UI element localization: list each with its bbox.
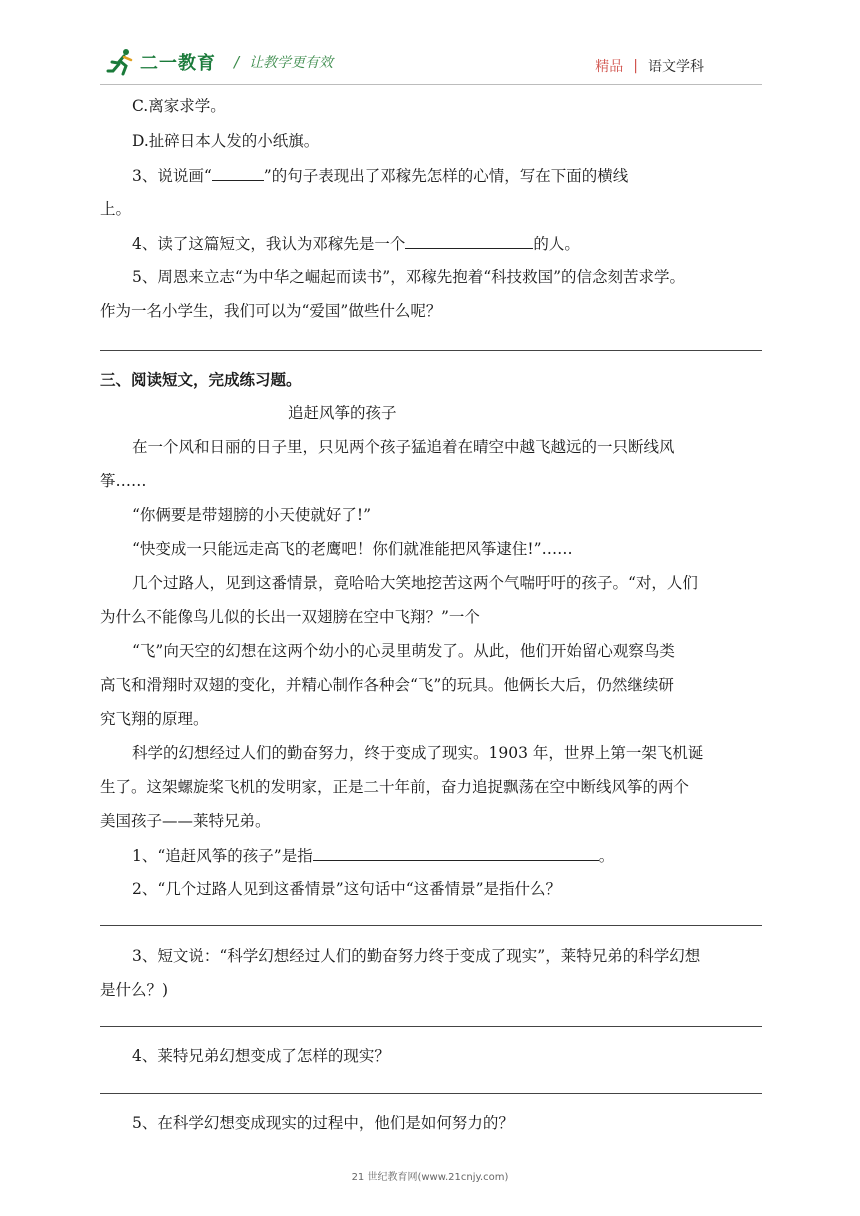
exercise-5: 5、在科学幻想变成现实的过程中，他们是如何努力的？: [132, 1114, 514, 1132]
section-heading: 三、阅读短文，完成练习题。: [100, 371, 302, 389]
paragraph-3: “飞”向天空的幻想在这两个幼小的心灵里萌发了。从此，他们开始留心观察鸟类: [132, 642, 675, 660]
logo-slash: /: [234, 53, 240, 71]
exercise-4: 4、莱特兄弟幻想变成了怎样的现实？: [132, 1047, 390, 1065]
underline-mark: [212, 164, 264, 181]
logo-text: 二一教育: [140, 53, 216, 74]
option-c: C.离家求学。: [132, 97, 226, 115]
header-subject: [595, 56, 704, 76]
logo: [106, 47, 333, 77]
question-5: 5、周恩来立志“为中华之崛起而读书”，邓稼先抱着“科技救国”的信念刻苦求学。: [132, 268, 686, 286]
exercise-3-cont: 是什么？): [100, 981, 169, 999]
quality-badge: 精品: [595, 59, 624, 75]
exercise-2: 2、“几个过路人见到这番情景”这句话中“这番情景”是指什么？: [132, 880, 562, 898]
paragraph-1: 在一个风和日丽的日子里，只见两个孩子猛追着在晴空中越飞越远的一只断线风: [132, 438, 675, 456]
paragraph-4-cont-1: 生了。这架螺旋桨飞机的发明家，正是二十年前，奋力追捉飘荡在空中断线风筝的两个: [100, 778, 690, 796]
header-divider: [100, 84, 762, 85]
question-3: [132, 164, 628, 187]
paragraph-1-cont: 筝……: [100, 472, 147, 490]
answer-blank[interactable]: [405, 232, 533, 249]
question-4-text-b: 的人。: [533, 235, 580, 253]
exercise-1-text-a: 1、“追赶风筝的孩子”是指: [132, 847, 313, 865]
answer-line[interactable]: [100, 1093, 762, 1094]
runner-logo-icon: [106, 47, 136, 77]
paragraph-4: 科学的幻想经过人们的勤奋努力，终于变成了现实。1903 年，世界上第一架飞机诞: [132, 744, 704, 762]
passage-title: 追赶风筝的孩子: [288, 404, 397, 422]
paragraph-4-cont-2: 美国孩子——莱特兄弟。: [100, 812, 271, 830]
quote-2: “快变成一只能远走高飞的老鹰吧！你们就准能把风筝逮住!”……: [132, 540, 573, 558]
answer-line[interactable]: [100, 1026, 762, 1027]
paragraph-3-cont-2: 究飞翔的原理。: [100, 710, 209, 728]
logo-slogan: 让教学更有效: [249, 55, 334, 71]
question-4-text-a: 4、读了这篇短文，我认为邓稼先是一个: [132, 235, 406, 253]
paragraph-2-cont: 为什么不能像鸟儿似的长出一双翅膀在空中飞翔？”一个: [100, 608, 480, 626]
answer-blank[interactable]: [313, 844, 599, 861]
exercise-3: 3、短文说：“科学幻想经过人们的勤奋努力终于变成了现实”，莱特兄弟的科学幻想: [132, 947, 701, 965]
page-header: [0, 0, 860, 92]
page-footer: 21 世纪教育网(www.21cnjy.com): [351, 1172, 509, 1183]
question-3-cont: 上。: [100, 200, 132, 218]
paragraph-2: 几个过路人，见到这番情景，竟哈哈大笑地挖苦这两个气喘吁吁的孩子。“对，人们: [132, 574, 698, 592]
option-d: D.扯碎日本人发的小纸旗。: [132, 132, 320, 150]
subject-label: 语文学科: [648, 59, 704, 75]
paragraph-3-cont-1: 高飞和滑翔时双翅的变化，并精心制作各种会“飞”的玩具。他俩长大后，仍然继续研: [100, 676, 674, 694]
question-3-text-a: 3、说说画“: [132, 167, 212, 185]
answer-line[interactable]: [100, 925, 762, 926]
answer-line[interactable]: [100, 350, 762, 351]
exercise-1-text-b: 。: [598, 847, 615, 865]
quote-1: “你俩要是带翅膀的小天使就好了!”: [132, 506, 372, 524]
exercise-1: [132, 844, 614, 867]
question-4: [132, 232, 580, 255]
header-separator: |: [633, 58, 638, 74]
question-3-text-b: ”的句子表现出了邓稼先怎样的心情，写在下面的横线: [263, 167, 629, 185]
question-5-cont: 作为一名小学生，我们可以为“爱国”做些什么呢？: [100, 302, 442, 320]
